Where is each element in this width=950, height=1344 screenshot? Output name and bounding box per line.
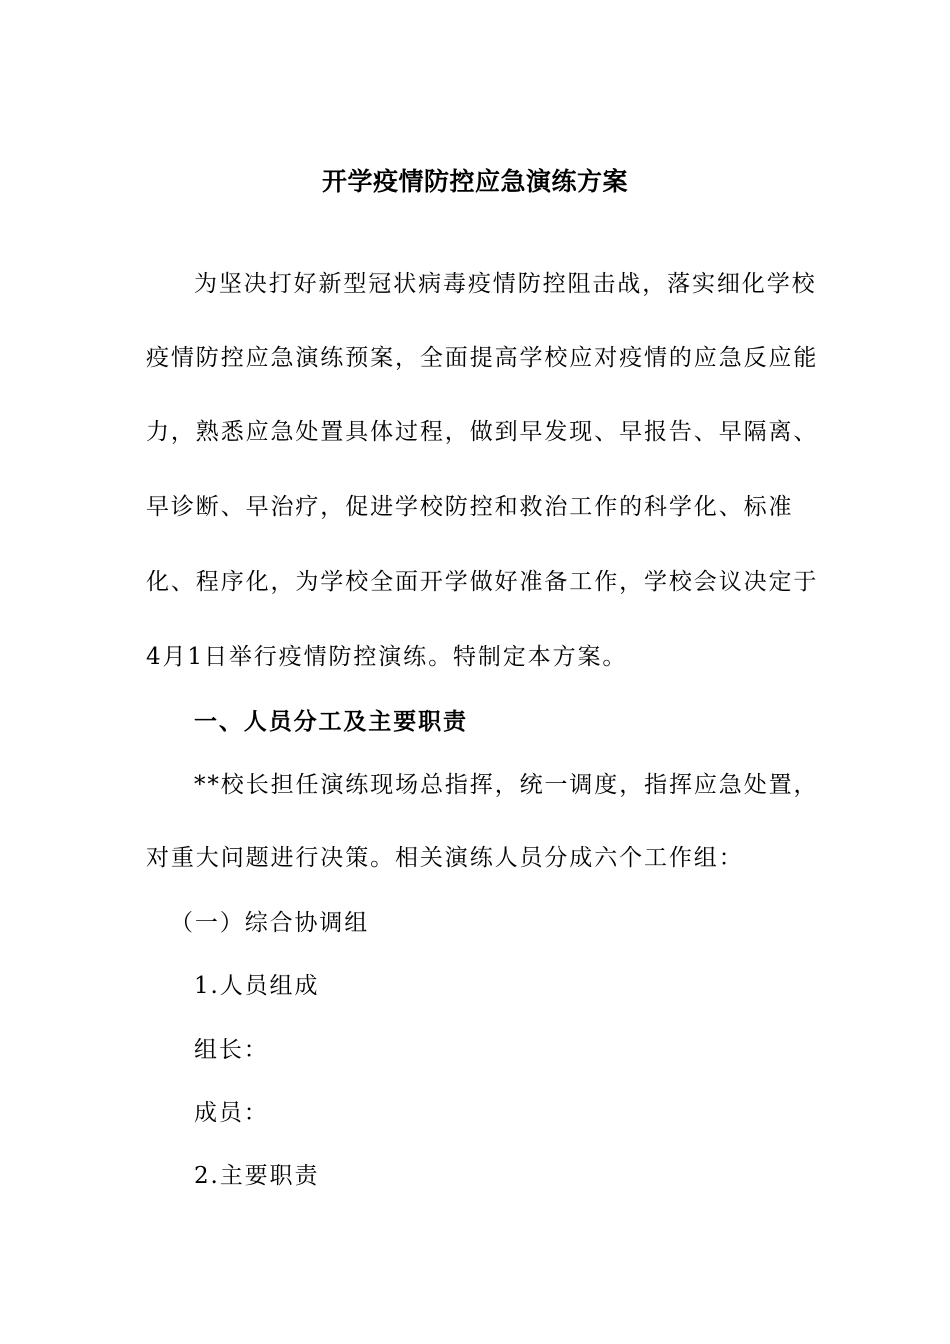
- group-heading-coordination: （一）综合协调组: [170, 910, 370, 936]
- document-title: 开学疫情防控应急演练方案: [321, 167, 628, 196]
- section-heading-personnel: 一、人员分工及主要职责: [194, 708, 468, 735]
- item-personnel-composition: 1.人员组成: [194, 973, 320, 999]
- intro-line-5: 化、程序化，为学校全面开学做好准备工作，学校会议决定于: [146, 569, 819, 595]
- intro-line-2: 疫情防控应急演练预案，全面提高学校应对疫情的应急反应能: [146, 345, 819, 371]
- item-main-duties: 2.主要职责: [194, 1163, 320, 1189]
- leader-label: 组长：: [194, 1037, 269, 1063]
- intro-line-4: 早诊断、早治疗，促进学校防控和救治工作的科学化、标准: [146, 494, 794, 520]
- intro-line-3: 力，熟悉应急处置具体过程，做到早发现、早报告、早隔离、: [146, 419, 819, 445]
- intro-line-6: 4月1日举行疫情防控演练。特制定本方案。: [146, 644, 628, 670]
- section1-line-2: 对重大问题进行决策。相关演练人员分成六个工作组：: [146, 845, 744, 871]
- section1-line-1: **校长担任演练现场总指挥，统一调度，指挥应急处置，: [194, 772, 819, 798]
- members-label: 成员：: [194, 1100, 269, 1126]
- intro-line-1: 为坚决打好新型冠状病毒疫情防控阻击战，落实细化学校: [194, 271, 817, 297]
